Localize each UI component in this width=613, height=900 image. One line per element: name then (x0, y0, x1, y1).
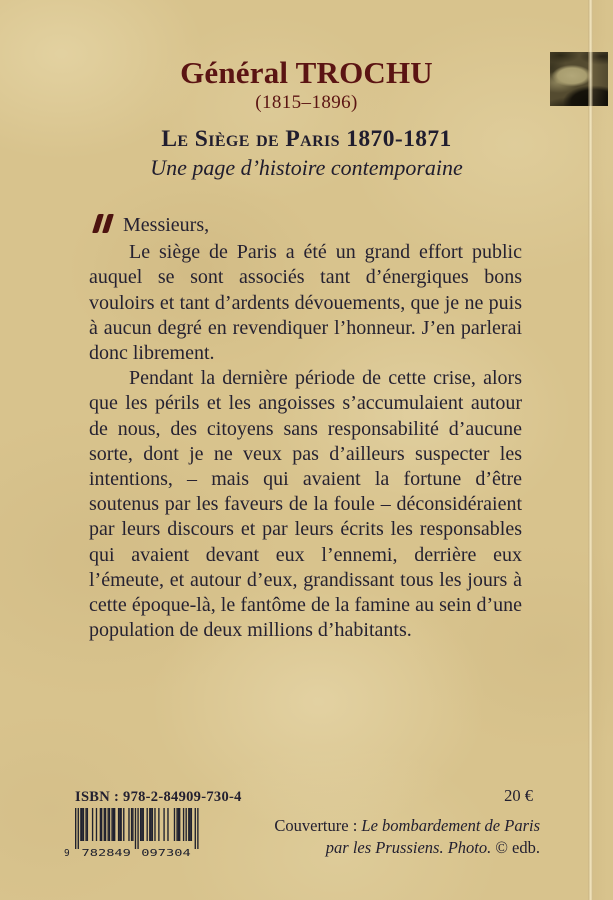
cover-credit (274, 815, 540, 859)
barcode (63, 808, 205, 863)
spine-crease (588, 0, 593, 900)
book-subtitle: Une page d’histoire contemporaine (150, 155, 463, 180)
cover-credit-work-title-cont: par les Prussiens. Photo. (325, 838, 496, 857)
cover-credit-copyright: © edb. (495, 838, 540, 857)
author-name: Général TROCHU (180, 55, 433, 90)
quote-block (89, 213, 522, 643)
quote-salutation (89, 213, 522, 240)
svg-text:782849: 782849 (81, 848, 132, 858)
cover-credit-prefix: Couverture : (274, 816, 362, 835)
cover-edge-strip (593, 0, 613, 900)
title-block (0, 0, 613, 181)
svg-text:9: 9 (64, 848, 70, 858)
quote-paragraph-2: Pendant la dernière période de cette crise, alors que les périls et les angoisses s’accumulaient autour de nous, des citoyens sans responsabilité d’aucune sorte, dont je ne veux pas d’ailleurs suspecter les intentions, – mais qui avaient la fortune d’être soutenus par les faveurs de la foule – déconsidéraient par leurs discours et par leurs écrits les responsables qui avaient devant eux l’ennemi, derrière eux l’émeute, et autour d’eux, grandissant tous les jours à cette époque-là, le fantôme de la famine au sein d’une population de deux millions d’habitants. (89, 367, 522, 642)
cover-credit-line1 (274, 815, 540, 837)
quote-salutation-text: Messieurs, (123, 214, 210, 236)
opening-quote-icon (95, 214, 115, 240)
price-label: 20 € (504, 786, 533, 805)
book-title: Le Siège de Paris 1870-1871 (161, 126, 452, 152)
quote-paragraph-1: Le siège de Paris a été un grand effort public auquel se sont associés tant d’énergiques bons vouloirs et tant d’ardents dévouements, que je ne puis à aucun degré en revendiquer l’honneur. J’en parlerai donc librement. (89, 241, 522, 365)
isbn-label: ISBN : 978-2-84909-730-4 (75, 789, 242, 805)
author-years: (1815–1896) (255, 92, 358, 113)
cover-credit-line2 (274, 837, 540, 859)
svg-text:097304: 097304 (141, 848, 192, 858)
cover-credit-work-title: Le bombardement de Paris (361, 816, 540, 835)
